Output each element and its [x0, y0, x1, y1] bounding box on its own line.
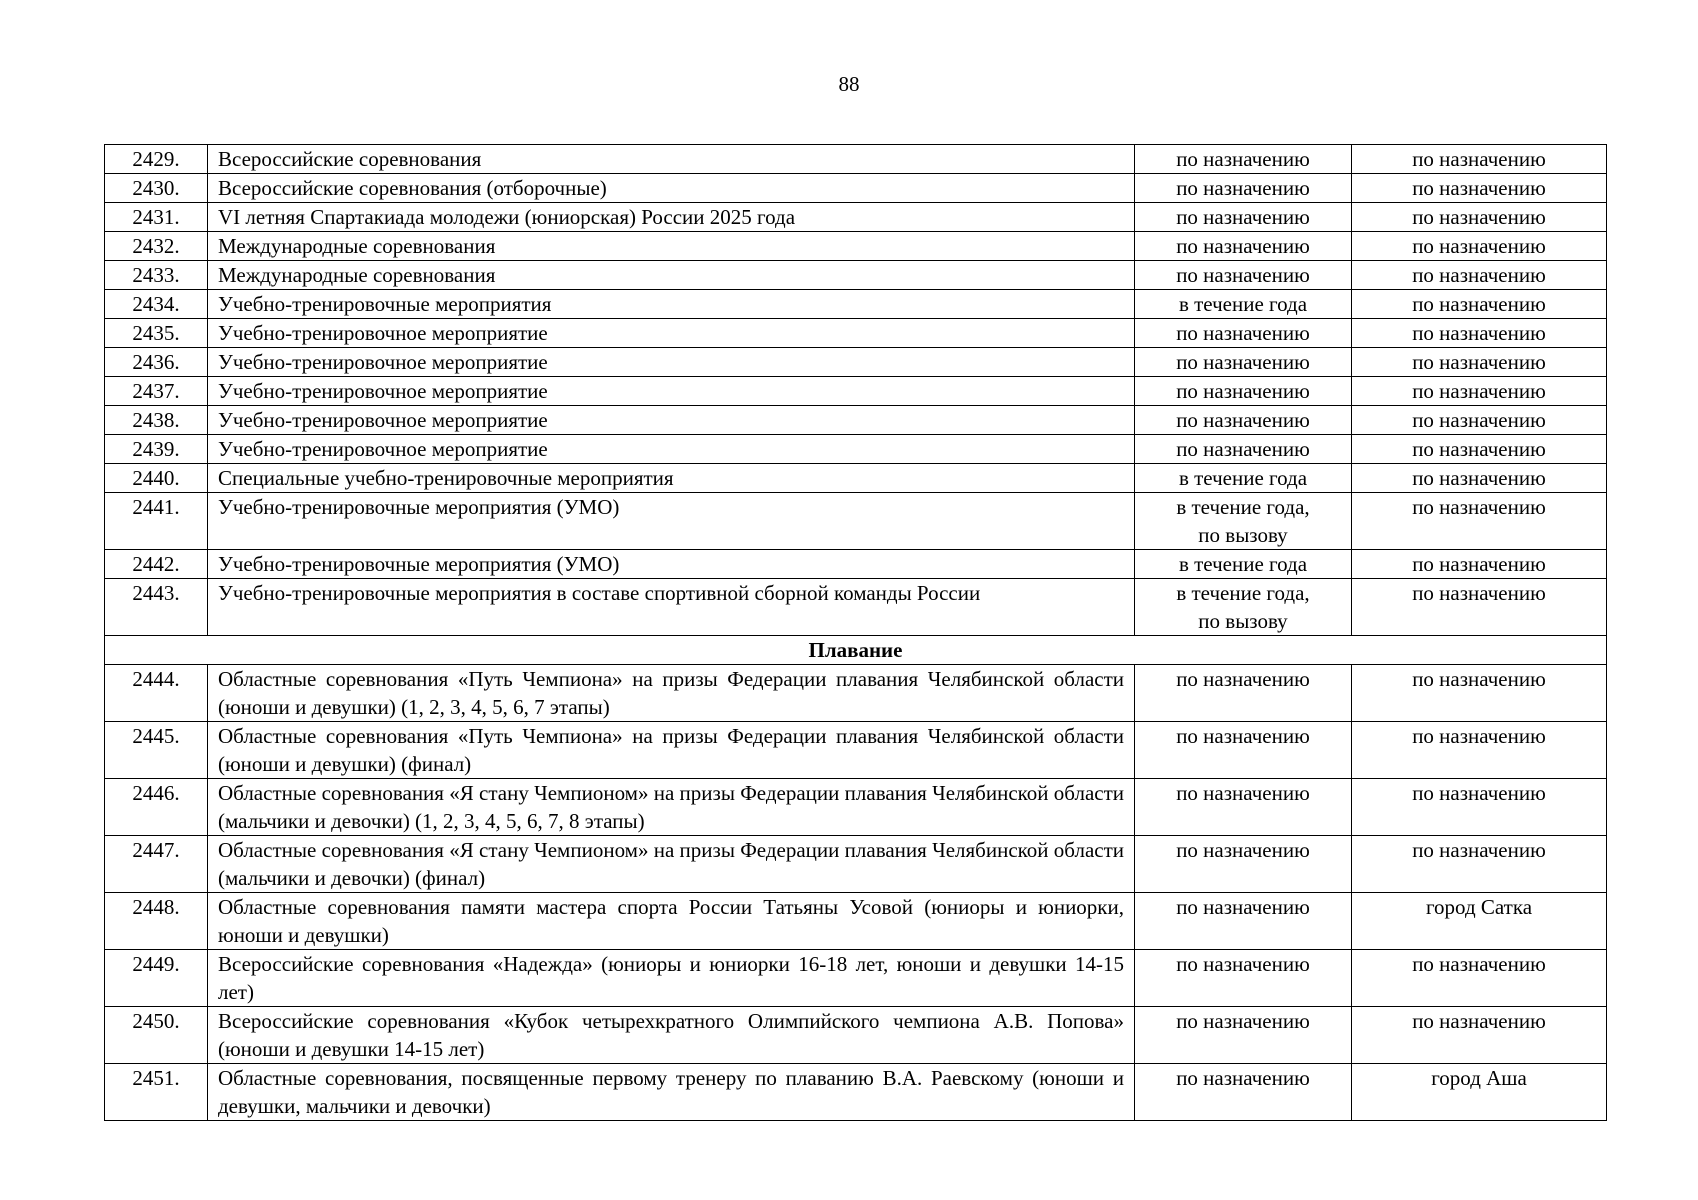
event-name: Учебно-тренировочное мероприятие — [208, 406, 1135, 435]
row-number: 2437. — [105, 377, 208, 406]
row-number: 2435. — [105, 319, 208, 348]
event-date: по назначению — [1135, 319, 1352, 348]
row-number: 2444. — [105, 665, 208, 722]
event-date: по назначению — [1135, 145, 1352, 174]
event-name: Областные соревнования «Я стану Чемпионом» на призы Федерации плавания Челябинской области (мальчики и девочки) (финал) — [208, 836, 1135, 893]
event-place: по назначению — [1352, 836, 1607, 893]
row-number: 2438. — [105, 406, 208, 435]
section-title: Плавание — [105, 636, 1607, 665]
event-name: Областные соревнования, посвященные первому тренеру по плаванию В.А. Раевскому (юноши и девушки, мальчики и девочки) — [208, 1064, 1135, 1121]
event-name: Учебно-тренировочное мероприятие — [208, 319, 1135, 348]
section-row — [105, 636, 1607, 665]
table-row — [105, 779, 1607, 836]
row-number: 2433. — [105, 261, 208, 290]
event-place: по назначению — [1352, 203, 1607, 232]
table-row — [105, 550, 1607, 579]
events-table — [104, 144, 1607, 1121]
table-body-before-section — [105, 145, 1607, 636]
event-name: Учебно-тренировочное мероприятие — [208, 435, 1135, 464]
event-date: по назначению — [1135, 348, 1352, 377]
table-row — [105, 579, 1607, 636]
row-number: 2443. — [105, 579, 208, 636]
event-name: Специальные учебно-тренировочные мероприятия — [208, 464, 1135, 493]
event-place: по назначению — [1352, 435, 1607, 464]
event-name: VI летняя Спартакиада молодежи (юниорская) России 2025 года — [208, 203, 1135, 232]
event-date: по назначению — [1135, 435, 1352, 464]
event-place: по назначению — [1352, 779, 1607, 836]
event-place: по назначению — [1352, 579, 1607, 636]
event-place: по назначению — [1352, 464, 1607, 493]
event-date: по назначению — [1135, 1007, 1352, 1064]
row-number: 2429. — [105, 145, 208, 174]
table-section-header — [105, 636, 1607, 665]
event-place: по назначению — [1352, 261, 1607, 290]
table-row — [105, 950, 1607, 1007]
table-row — [105, 145, 1607, 174]
event-place: по назначению — [1352, 722, 1607, 779]
event-name: Учебно-тренировочные мероприятия в составе спортивной сборной команды России — [208, 579, 1135, 636]
event-name: Всероссийские соревнования (отборочные) — [208, 174, 1135, 203]
event-place: по назначению — [1352, 319, 1607, 348]
table-row — [105, 493, 1607, 550]
row-number: 2448. — [105, 893, 208, 950]
row-number: 2451. — [105, 1064, 208, 1121]
event-name: Учебно-тренировочные мероприятия (УМО) — [208, 550, 1135, 579]
table-row — [105, 893, 1607, 950]
table-row — [105, 174, 1607, 203]
event-name: Международные соревнования — [208, 261, 1135, 290]
event-place: по назначению — [1352, 1007, 1607, 1064]
event-place: по назначению — [1352, 950, 1607, 1007]
event-date: по назначению — [1135, 950, 1352, 1007]
row-number: 2450. — [105, 1007, 208, 1064]
event-date: в течение года, по вызову — [1135, 493, 1352, 550]
row-number: 2447. — [105, 836, 208, 893]
table-row — [105, 1007, 1607, 1064]
table-row — [105, 377, 1607, 406]
event-place: по назначению — [1352, 493, 1607, 550]
table-row — [105, 232, 1607, 261]
event-date: по назначению — [1135, 174, 1352, 203]
event-place: по назначению — [1352, 406, 1607, 435]
event-date: по назначению — [1135, 836, 1352, 893]
table-row — [105, 319, 1607, 348]
row-number: 2440. — [105, 464, 208, 493]
table-row — [105, 836, 1607, 893]
table-row — [105, 203, 1607, 232]
table-row — [105, 722, 1607, 779]
table-row — [105, 665, 1607, 722]
event-date: по назначению — [1135, 665, 1352, 722]
table-row — [105, 290, 1607, 319]
event-date: по назначению — [1135, 1064, 1352, 1121]
event-place: по назначению — [1352, 348, 1607, 377]
row-number: 2449. — [105, 950, 208, 1007]
row-number: 2439. — [105, 435, 208, 464]
event-name: Учебно-тренировочное мероприятие — [208, 377, 1135, 406]
event-date: по назначению — [1135, 261, 1352, 290]
event-date: в течение года, по вызову — [1135, 579, 1352, 636]
event-place: город Сатка — [1352, 893, 1607, 950]
event-name: Всероссийские соревнования «Надежда» (юниоры и юниорки 16-18 лет, юноши и девушки 14-15 лет) — [208, 950, 1135, 1007]
event-place: по назначению — [1352, 174, 1607, 203]
event-place: по назначению — [1352, 232, 1607, 261]
event-name: Областные соревнования «Путь Чемпиона» на призы Федерации плавания Челябинской области (юноши и девушки) (финал) — [208, 722, 1135, 779]
table-body-after-section — [105, 665, 1607, 1121]
event-place: по назначению — [1352, 145, 1607, 174]
row-number: 2430. — [105, 174, 208, 203]
event-date: в течение года — [1135, 550, 1352, 579]
event-date: по назначению — [1135, 893, 1352, 950]
row-number: 2436. — [105, 348, 208, 377]
row-number: 2446. — [105, 779, 208, 836]
event-place: по назначению — [1352, 550, 1607, 579]
event-name: Областные соревнования «Путь Чемпиона» на призы Федерации плавания Челябинской области (юноши и девушки) (1, 2, 3, 4, 5, 6, 7 этапы) — [208, 665, 1135, 722]
table-row — [105, 435, 1607, 464]
event-date: по назначению — [1135, 406, 1352, 435]
page-number: 88 — [838, 72, 860, 96]
table-row — [105, 1064, 1607, 1121]
event-date: по назначению — [1135, 232, 1352, 261]
table-row — [105, 348, 1607, 377]
event-date: по назначению — [1135, 779, 1352, 836]
event-date: по назначению — [1135, 377, 1352, 406]
event-date: по назначению — [1135, 722, 1352, 779]
event-name: Областные соревнования памяти мастера спорта России Татьяны Усовой (юниоры и юниорки, юноши и девушки) — [208, 893, 1135, 950]
row-number: 2431. — [105, 203, 208, 232]
event-name: Международные соревнования — [208, 232, 1135, 261]
table-row — [105, 464, 1607, 493]
event-name: Учебно-тренировочное мероприятие — [208, 348, 1135, 377]
row-number: 2434. — [105, 290, 208, 319]
event-date: в течение года — [1135, 464, 1352, 493]
event-date: в течение года — [1135, 290, 1352, 319]
event-name: Всероссийские соревнования «Кубок четырехкратного Олимпийского чемпиона А.В. Попова» (юноши и девушки 14-15 лет) — [208, 1007, 1135, 1064]
table-row — [105, 261, 1607, 290]
event-place: город Аша — [1352, 1064, 1607, 1121]
row-number: 2445. — [105, 722, 208, 779]
event-name: Учебно-тренировочные мероприятия — [208, 290, 1135, 319]
event-date: по назначению — [1135, 203, 1352, 232]
row-number: 2442. — [105, 550, 208, 579]
event-name: Областные соревнования «Я стану Чемпионом» на призы Федерации плавания Челябинской области (мальчики и девочки) (1, 2, 3, 4, 5, 6, 7, 8 этапы) — [208, 779, 1135, 836]
event-place: по назначению — [1352, 290, 1607, 319]
row-number: 2441. — [105, 493, 208, 550]
event-name: Учебно-тренировочные мероприятия (УМО) — [208, 493, 1135, 550]
table-row — [105, 406, 1607, 435]
row-number: 2432. — [105, 232, 208, 261]
event-name: Всероссийские соревнования — [208, 145, 1135, 174]
event-place: по назначению — [1352, 665, 1607, 722]
event-place: по назначению — [1352, 377, 1607, 406]
